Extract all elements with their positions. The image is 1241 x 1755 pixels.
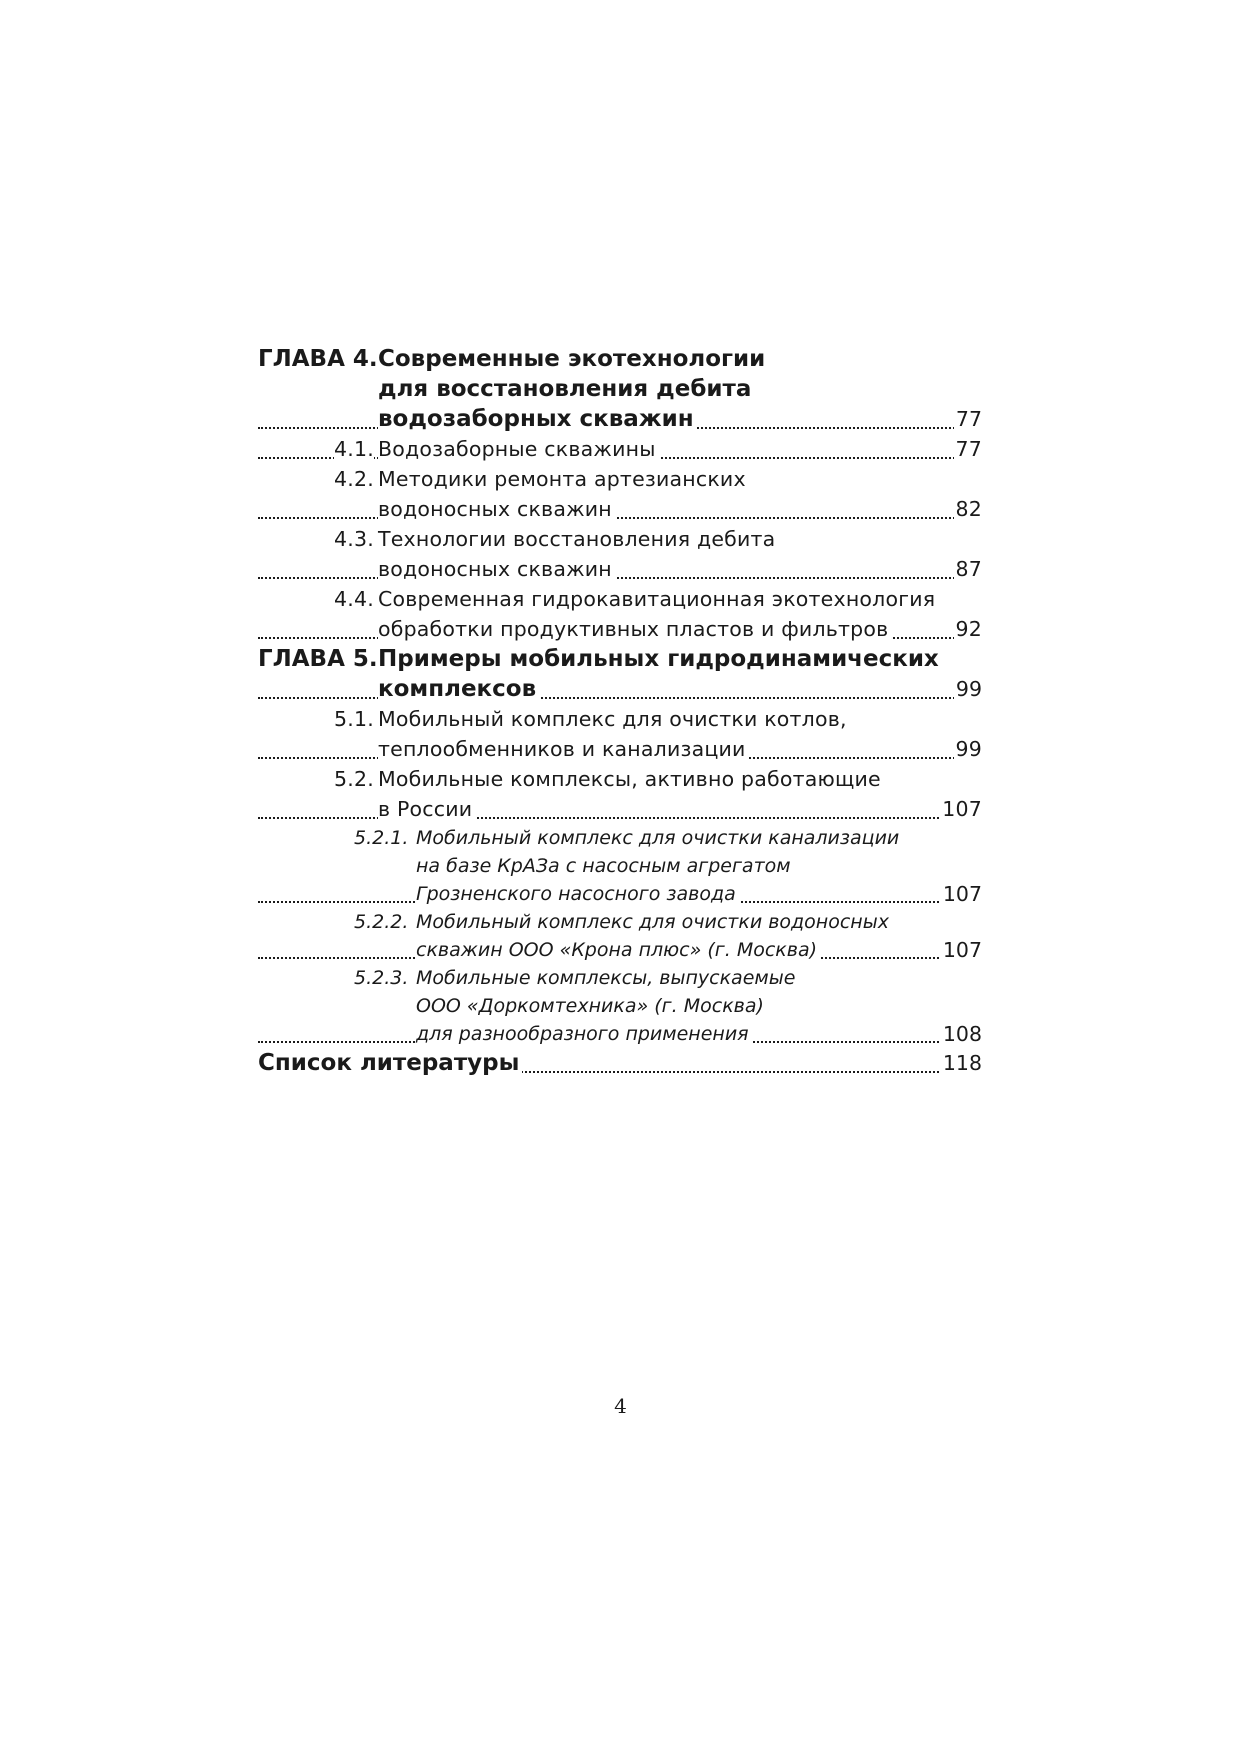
toc-chapter-5-line-1 (258, 644, 982, 674)
section-5-1-title-line-1: Мобильный комплекс для очистки котлов, (378, 704, 850, 734)
page-number: 4 (614, 1394, 627, 1418)
section-5-2-title-line-2: в России (378, 794, 475, 824)
toc-chapter-5-line-2[interactable] (258, 674, 982, 704)
subsection-5-2-2-title-line-1: Мобильный комплекс для очистки водоносных (416, 908, 892, 936)
section-4-2-title-line-1: Методики ремонта артезианских (378, 464, 749, 494)
section-4-1-title: Водозаборные скважины (378, 434, 659, 464)
chapter-4-title-line-1: Современные экотехнологии (378, 344, 768, 374)
section-4-4-page: 92 (954, 614, 983, 644)
dot-leader (258, 817, 982, 819)
toc-section-4-4-line-2[interactable] (258, 614, 982, 644)
section-5-1-number: 5.1. (334, 704, 374, 734)
toc-section-5-1-line-2[interactable] (258, 734, 982, 764)
subsection-5-2-2-page: 107 (942, 938, 982, 962)
chapter-5-page: 99 (954, 674, 982, 704)
toc-section-4-2-line-2[interactable] (258, 494, 982, 524)
subsection-5-2-1-number: 5.2.1. (354, 824, 408, 852)
section-4-1-page: 77 (954, 434, 983, 464)
toc-chapter-4-line-1 (258, 344, 982, 374)
toc-chapter-4-line-2 (258, 374, 982, 404)
chapter-5-label: ГЛАВА 5. (258, 646, 378, 672)
subsection-5-2-3-title-line-3: для разнообразного применения (416, 1020, 752, 1048)
subsection-5-2-2-number: 5.2.2. (354, 908, 408, 936)
toc-subsection-5-2-3-line-3[interactable] (258, 1020, 982, 1048)
toc-references[interactable] (258, 1048, 982, 1078)
toc-section-4-3-line-1[interactable] (258, 524, 982, 554)
section-4-2-title-line-2: водоносных скважин (378, 494, 615, 524)
subsection-5-2-3-page: 108 (942, 1022, 982, 1046)
references-title: Список литературы (258, 1048, 522, 1078)
section-4-3-title-line-2: водоносных скважин (378, 554, 615, 584)
toc-section-5-2-line-2[interactable] (258, 794, 982, 824)
chapter-4-title-line-2: для восстановления дебита (378, 374, 754, 404)
subsection-5-2-2-title-line-2: скважин ООО «Крона плюс» (г. Москва) (416, 936, 820, 964)
chapter-4-page: 77 (954, 404, 982, 434)
subsection-5-2-1-page: 107 (942, 882, 982, 906)
section-4-4-number: 4.4. (334, 584, 374, 614)
section-4-3-title-line-1: Технологии восстановления дебита (378, 524, 778, 554)
toc-section-4-4-line-1[interactable] (258, 584, 982, 614)
section-5-2-number: 5.2. (334, 764, 374, 794)
section-4-4-title-line-2: обработки продуктивных пластов и фильтров (378, 614, 891, 644)
table-of-contents (258, 344, 982, 1078)
toc-subsection-5-2-1-line-2[interactable] (258, 852, 982, 880)
chapter-4-title-line-3: водозаборных скважин (378, 404, 697, 434)
dot-leader (258, 577, 982, 579)
section-5-2-page: 107 (940, 794, 982, 824)
section-4-1-number: 4.1. (334, 434, 374, 464)
toc-section-5-1-line-1[interactable] (258, 704, 982, 734)
chapter-5-title-line-2: комплексов (378, 674, 539, 704)
section-4-3-number: 4.3. (334, 524, 374, 554)
chapter-5-title-line-1: Примеры мобильных гидродинамических (378, 644, 942, 674)
toc-subsection-5-2-3-line-1[interactable] (258, 964, 982, 992)
toc-section-4-1[interactable] (258, 434, 982, 464)
toc-subsection-5-2-1-line-1[interactable] (258, 824, 982, 852)
section-4-3-page: 87 (954, 554, 983, 584)
toc-chapter-4-line-3[interactable] (258, 404, 982, 434)
toc-section-4-2-line-1[interactable] (258, 464, 982, 494)
subsection-5-2-1-title-line-2: на базе КрАЗа с насосным агрегатом (416, 852, 794, 880)
section-4-2-number: 4.2. (334, 464, 374, 494)
toc-section-4-3-line-2[interactable] (258, 554, 982, 584)
subsection-5-2-1-title-line-1: Мобильный комплекс для очистки канализации (416, 824, 902, 852)
section-5-1-title-line-2: теплообменников и канализации (378, 734, 749, 764)
dot-leader (258, 517, 982, 519)
references-page: 118 (941, 1048, 982, 1078)
subsection-5-2-1-title-line-3: Грозненского насосного завода (416, 880, 739, 908)
toc-subsection-5-2-2-line-2[interactable] (258, 936, 982, 964)
subsection-5-2-3-title-line-2: ООО «Доркомтехника» (г. Москва) (416, 992, 767, 1020)
toc-subsection-5-2-2-line-1[interactable] (258, 908, 982, 936)
section-4-4-title-line-1: Современная гидрокавитационная экотехнология (378, 584, 938, 614)
toc-subsection-5-2-3-line-2[interactable] (258, 992, 982, 1020)
toc-subsection-5-2-1-line-3[interactable] (258, 880, 982, 908)
subsection-5-2-3-number: 5.2.3. (354, 964, 408, 992)
section-4-2-page: 82 (954, 494, 983, 524)
section-5-2-title-line-1: Мобильные комплексы, активно работающие (378, 764, 884, 794)
chapter-4-label: ГЛАВА 4. (258, 346, 378, 372)
subsection-5-2-3-title-line-1: Мобильные комплексы, выпускаемые (416, 964, 798, 992)
section-5-1-page: 99 (954, 734, 983, 764)
dot-leader (258, 697, 982, 699)
toc-section-5-2-line-1[interactable] (258, 764, 982, 794)
